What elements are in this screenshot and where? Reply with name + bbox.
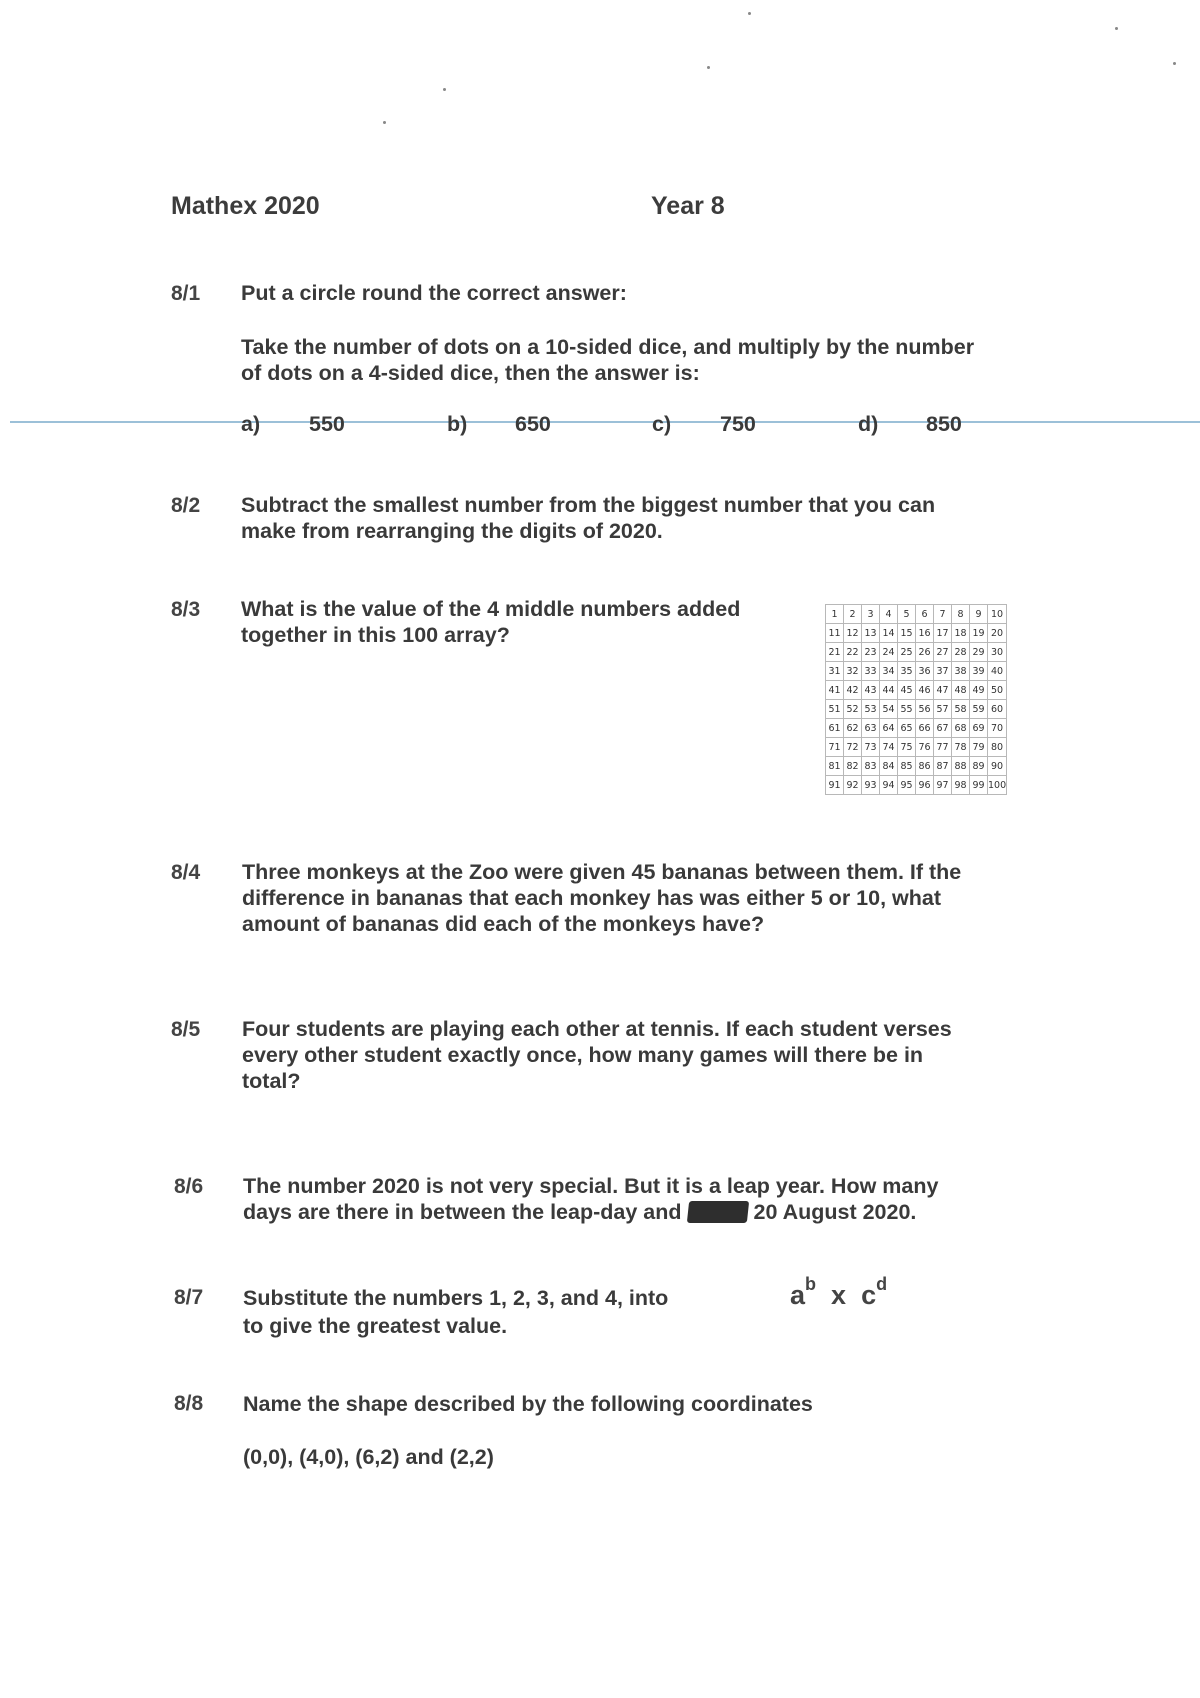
option-value-a: 550 [309,412,345,436]
exponent-expression [790,1274,888,1311]
grid-cell: 8 [952,605,970,624]
grid-cell: 94 [880,776,898,795]
grid-cell: 73 [862,738,880,757]
question-number: 8/5 [171,1018,201,1041]
option-value-b: 650 [515,412,551,436]
grid-cell: 86 [916,757,934,776]
grid-cell: 40 [988,662,1007,681]
question-text-line: amount of bananas did each of the monkeys have? [242,912,765,936]
grid-cell: 37 [934,662,952,681]
question-text-line: Subtract the smallest number from the biggest number that you can [241,493,936,517]
grid-cell: 32 [844,662,862,681]
grid-cell: 97 [934,776,952,795]
question-text-line: Take the number of dots on a 10-sided dice, and multiply by the number [241,335,975,359]
question-text-line: make from rearranging the digits of 2020. [241,519,663,543]
question-text-segment: days are there in between the leap-day and [243,1200,682,1224]
grid-cell: 22 [844,643,862,662]
grid-cell: 28 [952,643,970,662]
question-number: 8/6 [174,1175,204,1198]
grid-cell: 98 [952,776,970,795]
grid-cell: 64 [880,719,898,738]
grid-cell: 41 [826,681,844,700]
grid-cell: 79 [970,738,988,757]
grid-cell: 81 [826,757,844,776]
grid-cell: 36 [916,662,934,681]
question-number: 8/2 [171,494,201,517]
grid-cell: 35 [898,662,916,681]
grid-cell: 25 [898,643,916,662]
grid-cell: 88 [952,757,970,776]
grid-cell: 56 [916,700,934,719]
year-label: Year 8 [651,192,725,220]
grid-cell: 46 [916,681,934,700]
grid-cell: 69 [970,719,988,738]
grid-cell: 38 [952,662,970,681]
option-letter-c: c) [652,412,672,436]
grid-cell: 5 [898,605,916,624]
grid-cell: 50 [988,681,1007,700]
scan-line-divider [10,421,1200,423]
grid-cell: 85 [898,757,916,776]
grid-cell: 3 [862,605,880,624]
grid-cell: 77 [934,738,952,757]
grid-cell: 54 [880,700,898,719]
grid-cell: 27 [934,643,952,662]
question-number: 8/4 [171,861,201,884]
grid-cell: 80 [988,738,1007,757]
grid-cell: 93 [862,776,880,795]
grid-cell: 16 [916,624,934,643]
grid-cell: 87 [934,757,952,776]
question-text-segment: 20 August 2020. [753,1200,917,1224]
question-text-line: Four students are playing each other at tennis. If each student verses [242,1017,952,1041]
expr-base-c: c [861,1280,877,1310]
option-letter-d: d) [858,412,879,436]
grid-cell: 45 [898,681,916,700]
grid-cell: 20 [988,624,1007,643]
hundred-array-grid [825,604,1007,795]
question-text-line: every other student exactly once, how many games will there be in [242,1043,924,1067]
option-letter-b: b) [447,412,468,436]
grid-cell: 31 [826,662,844,681]
grid-cell: 1 [826,605,844,624]
grid-cell: 70 [988,719,1007,738]
grid-cell: 11 [826,624,844,643]
grid-cell: 83 [862,757,880,776]
question-text-line: difference in bananas that each monkey has was either 5 or 10, what [242,886,941,910]
expr-times: x [831,1280,847,1310]
grid-cell: 90 [988,757,1007,776]
grid-cell: 60 [988,700,1007,719]
grid-cell: 63 [862,719,880,738]
scan-speck [383,121,386,124]
grid-cell: 19 [970,624,988,643]
question-number: 8/8 [174,1392,204,1415]
grid-cell: 67 [934,719,952,738]
grid-cell: 12 [844,624,862,643]
expr-exp-d: d [876,1274,888,1294]
grid-cell: 96 [916,776,934,795]
question-number: 8/3 [171,598,201,621]
option-letter-a: a) [241,412,261,436]
grid-cell: 66 [916,719,934,738]
grid-cell: 100 [988,776,1007,795]
grid-cell: 48 [952,681,970,700]
grid-cell: 78 [952,738,970,757]
grid-cell: 33 [862,662,880,681]
scan-speck [1173,62,1176,65]
grid-cell: 61 [826,719,844,738]
grid-cell: 58 [952,700,970,719]
grid-cell: 43 [862,681,880,700]
scan-speck [443,88,446,91]
grid-cell: 9 [970,605,988,624]
grid-cell: 57 [934,700,952,719]
grid-cell: 29 [970,643,988,662]
question-number: 8/7 [174,1286,204,1309]
page-title: Mathex 2020 [171,192,320,220]
grid-cell: 15 [898,624,916,643]
grid-cell: 49 [970,681,988,700]
expr-exp-b: b [805,1274,817,1294]
grid-cell: 2 [844,605,862,624]
grid-cell: 91 [826,776,844,795]
grid-cell: 51 [826,700,844,719]
grid-cell: 26 [916,643,934,662]
grid-cell: 39 [970,662,988,681]
grid-cell: 47 [934,681,952,700]
question-text-line: of dots on a 4-sided dice, then the answer is: [241,361,700,385]
scan-speck [1115,27,1118,30]
question-number: 8/1 [171,282,201,305]
grid-cell: 74 [880,738,898,757]
question-text-line [243,1199,916,1225]
question-text-line: Substitute the numbers 1, 2, 3, and 4, into [243,1286,669,1310]
grid-cell: 99 [970,776,988,795]
question-text-line: to give the greatest value. [243,1314,508,1338]
grid-cell: 75 [898,738,916,757]
grid-cell: 72 [844,738,862,757]
grid-cell: 89 [970,757,988,776]
grid-cell: 84 [880,757,898,776]
grid-cell: 52 [844,700,862,719]
grid-cell: 59 [970,700,988,719]
grid-cell: 53 [862,700,880,719]
question-text-line: What is the value of the 4 middle numbers added [241,597,741,621]
question-text-line: total? [242,1069,301,1093]
question-text-line: Name the shape described by the following coordinates [243,1392,813,1416]
grid-cell: 18 [952,624,970,643]
grid-cell: 95 [898,776,916,795]
grid-cell: 65 [898,719,916,738]
grid-cell: 14 [880,624,898,643]
grid-cell: 23 [862,643,880,662]
grid-cell: 76 [916,738,934,757]
option-value-d: 850 [926,412,962,436]
question-instruction: Put a circle round the correct answer: [241,281,627,305]
scan-speck [748,12,751,15]
option-value-c: 750 [720,412,756,436]
question-text-line: Three monkeys at the Zoo were given 45 bananas between them. If the [242,860,962,884]
grid-cell: 34 [880,662,898,681]
grid-cell: 7 [934,605,952,624]
grid-cell: 62 [844,719,862,738]
grid-cell: 55 [898,700,916,719]
grid-cell: 42 [844,681,862,700]
expr-base-a: a [790,1280,806,1310]
grid-cell: 82 [844,757,862,776]
question-text-line: The number 2020 is not very special. But it is a leap year. How many [243,1174,939,1198]
scan-speck [707,66,710,69]
grid-cell: 21 [826,643,844,662]
question-text-line: together in this 100 array? [241,623,510,647]
grid-cell: 24 [880,643,898,662]
coordinates-text: (0,0), (4,0), (6,2) and (2,2) [243,1445,494,1469]
redaction-mark [686,1201,748,1223]
grid-cell: 30 [988,643,1007,662]
grid-cell: 71 [826,738,844,757]
grid-cell: 13 [862,624,880,643]
grid-cell: 6 [916,605,934,624]
grid-cell: 92 [844,776,862,795]
grid-cell: 4 [880,605,898,624]
grid-cell: 17 [934,624,952,643]
grid-cell: 68 [952,719,970,738]
grid-cell: 10 [988,605,1007,624]
grid-cell: 44 [880,681,898,700]
